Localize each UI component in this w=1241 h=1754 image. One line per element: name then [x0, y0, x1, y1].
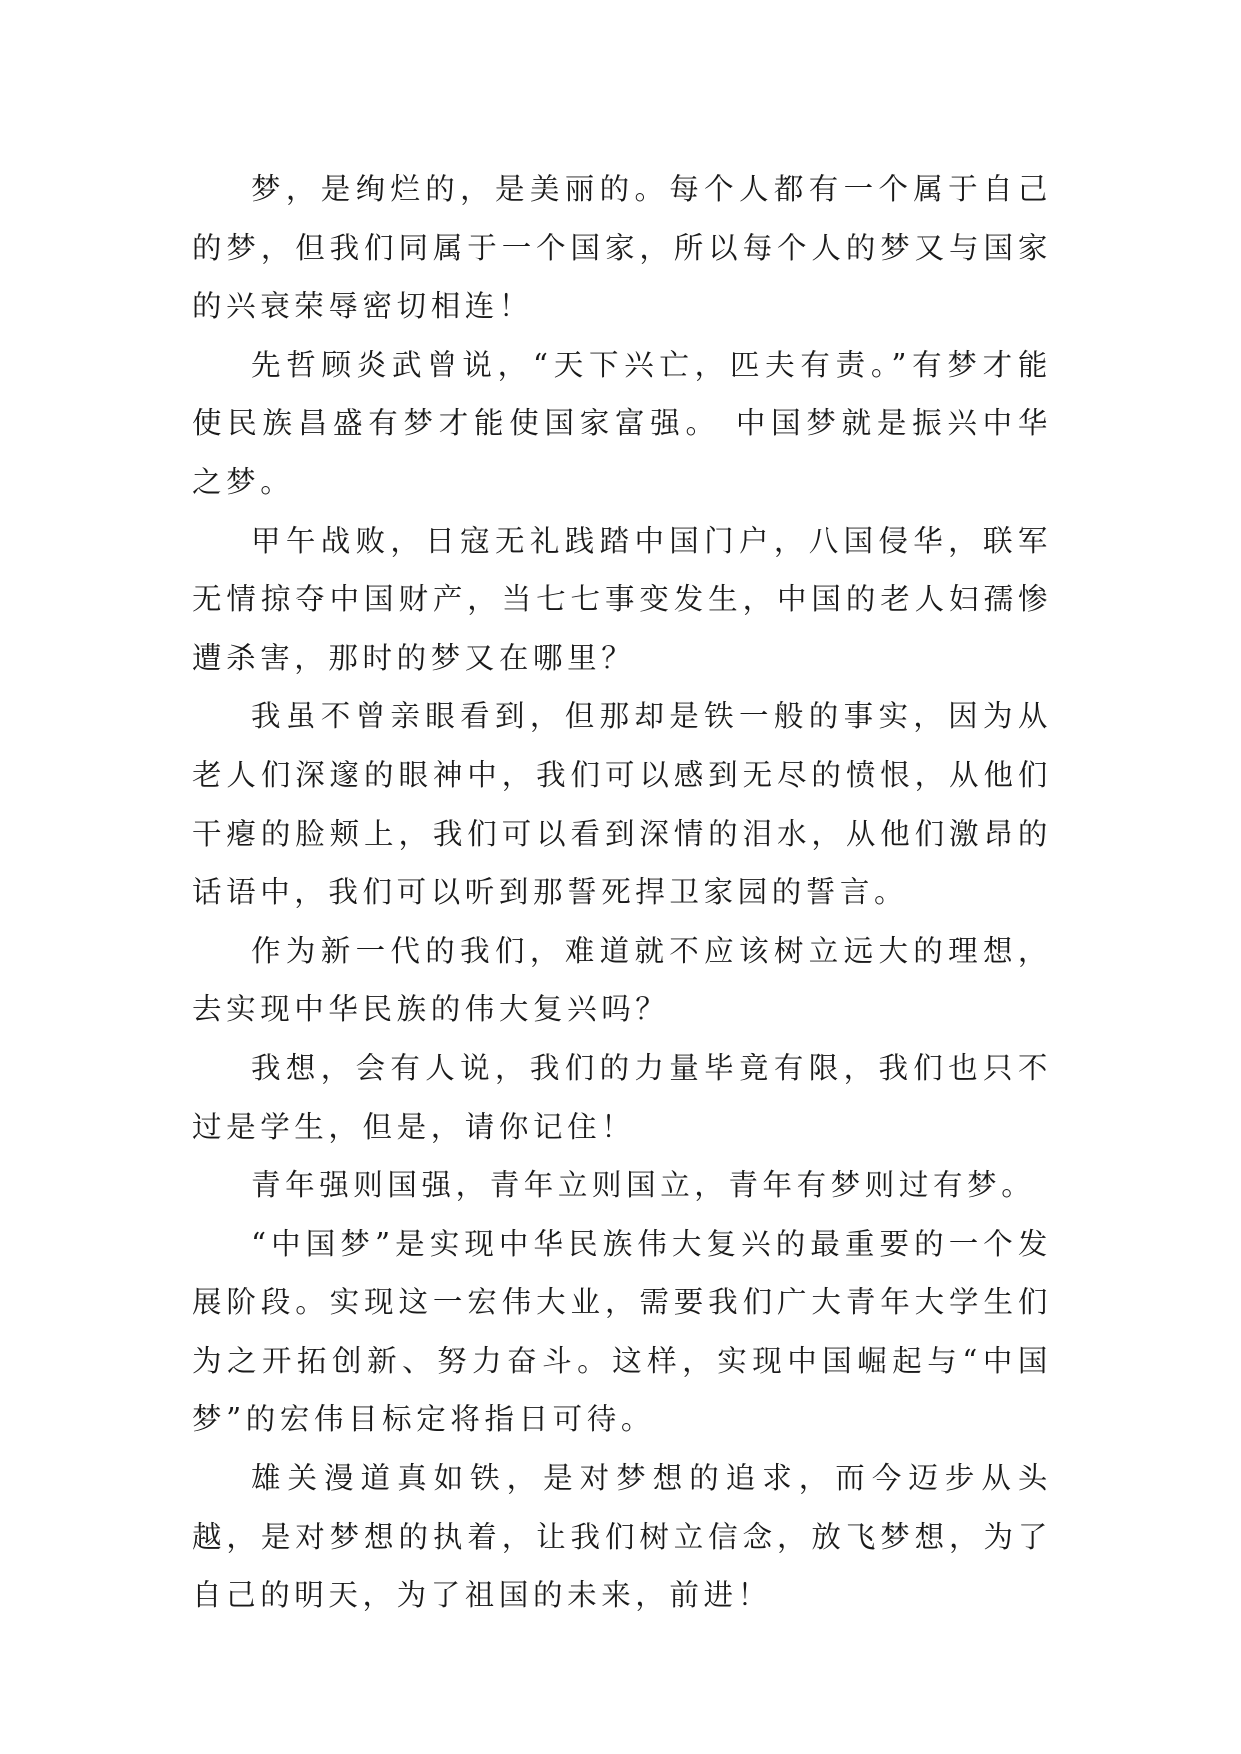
- document-body: [192, 160, 1052, 1625]
- paragraph: 先哲顾炎武曾说，“天下兴亡，匹夫有责。”有梦才能使民族昌盛有梦才能使国家富强。 中国梦就是振兴中华之梦。: [192, 347, 1052, 499]
- paragraph: 梦，是绚烂的，是美丽的。每个人都有一个属于自己的梦，但我们同属于一个国家，所以每个人的梦又与国家的兴衰荣辱密切相连！: [192, 172, 1052, 324]
- paragraph: 青年强则国强，青年立则国立，青年有梦则过有梦。: [251, 1168, 1036, 1203]
- paragraph: 作为新一代的我们，难道就不应该树立远大的理想，去实现中华民族的伟大复兴吗？: [192, 933, 1052, 1027]
- paragraph: “中国梦”是实现中华民族伟大复兴的最重要的一个发展阶段。实现这一宏伟大业，需要我们广大青年大学生们为之开拓创新、努力奋斗。这样，实现中国崛起与“中国梦”的宏伟目标定将指日可待。: [192, 1226, 1052, 1437]
- paragraph: 甲午战败，日寇无礼践踏中国门户，八国侵华，联军无情掠夺中国财产，当七七事变发生，中国的老人妇孺惨遭杀害，那时的梦又在哪里？: [192, 523, 1052, 675]
- paragraph: 我虽不曾亲眼看到，但那却是铁一般的事实，因为从老人们深邃的眼神中，我们可以感到无尽的愤恨，从他们干瘪的脸颊上，我们可以看到深情的泪水，从他们激昂的话语中，我们可以听到那誓死捍卫家园的誓言。: [192, 699, 1052, 910]
- paragraph: 我想，会有人说，我们的力量毕竟有限，我们也只不过是学生，但是，请你记住！: [192, 1050, 1052, 1144]
- paragraph: 雄关漫道真如铁，是对梦想的追求，而今迈步从头越，是对梦想的执着，让我们树立信念，放飞梦想，为了自己的明天，为了祖国的未来，前进！: [192, 1461, 1052, 1613]
